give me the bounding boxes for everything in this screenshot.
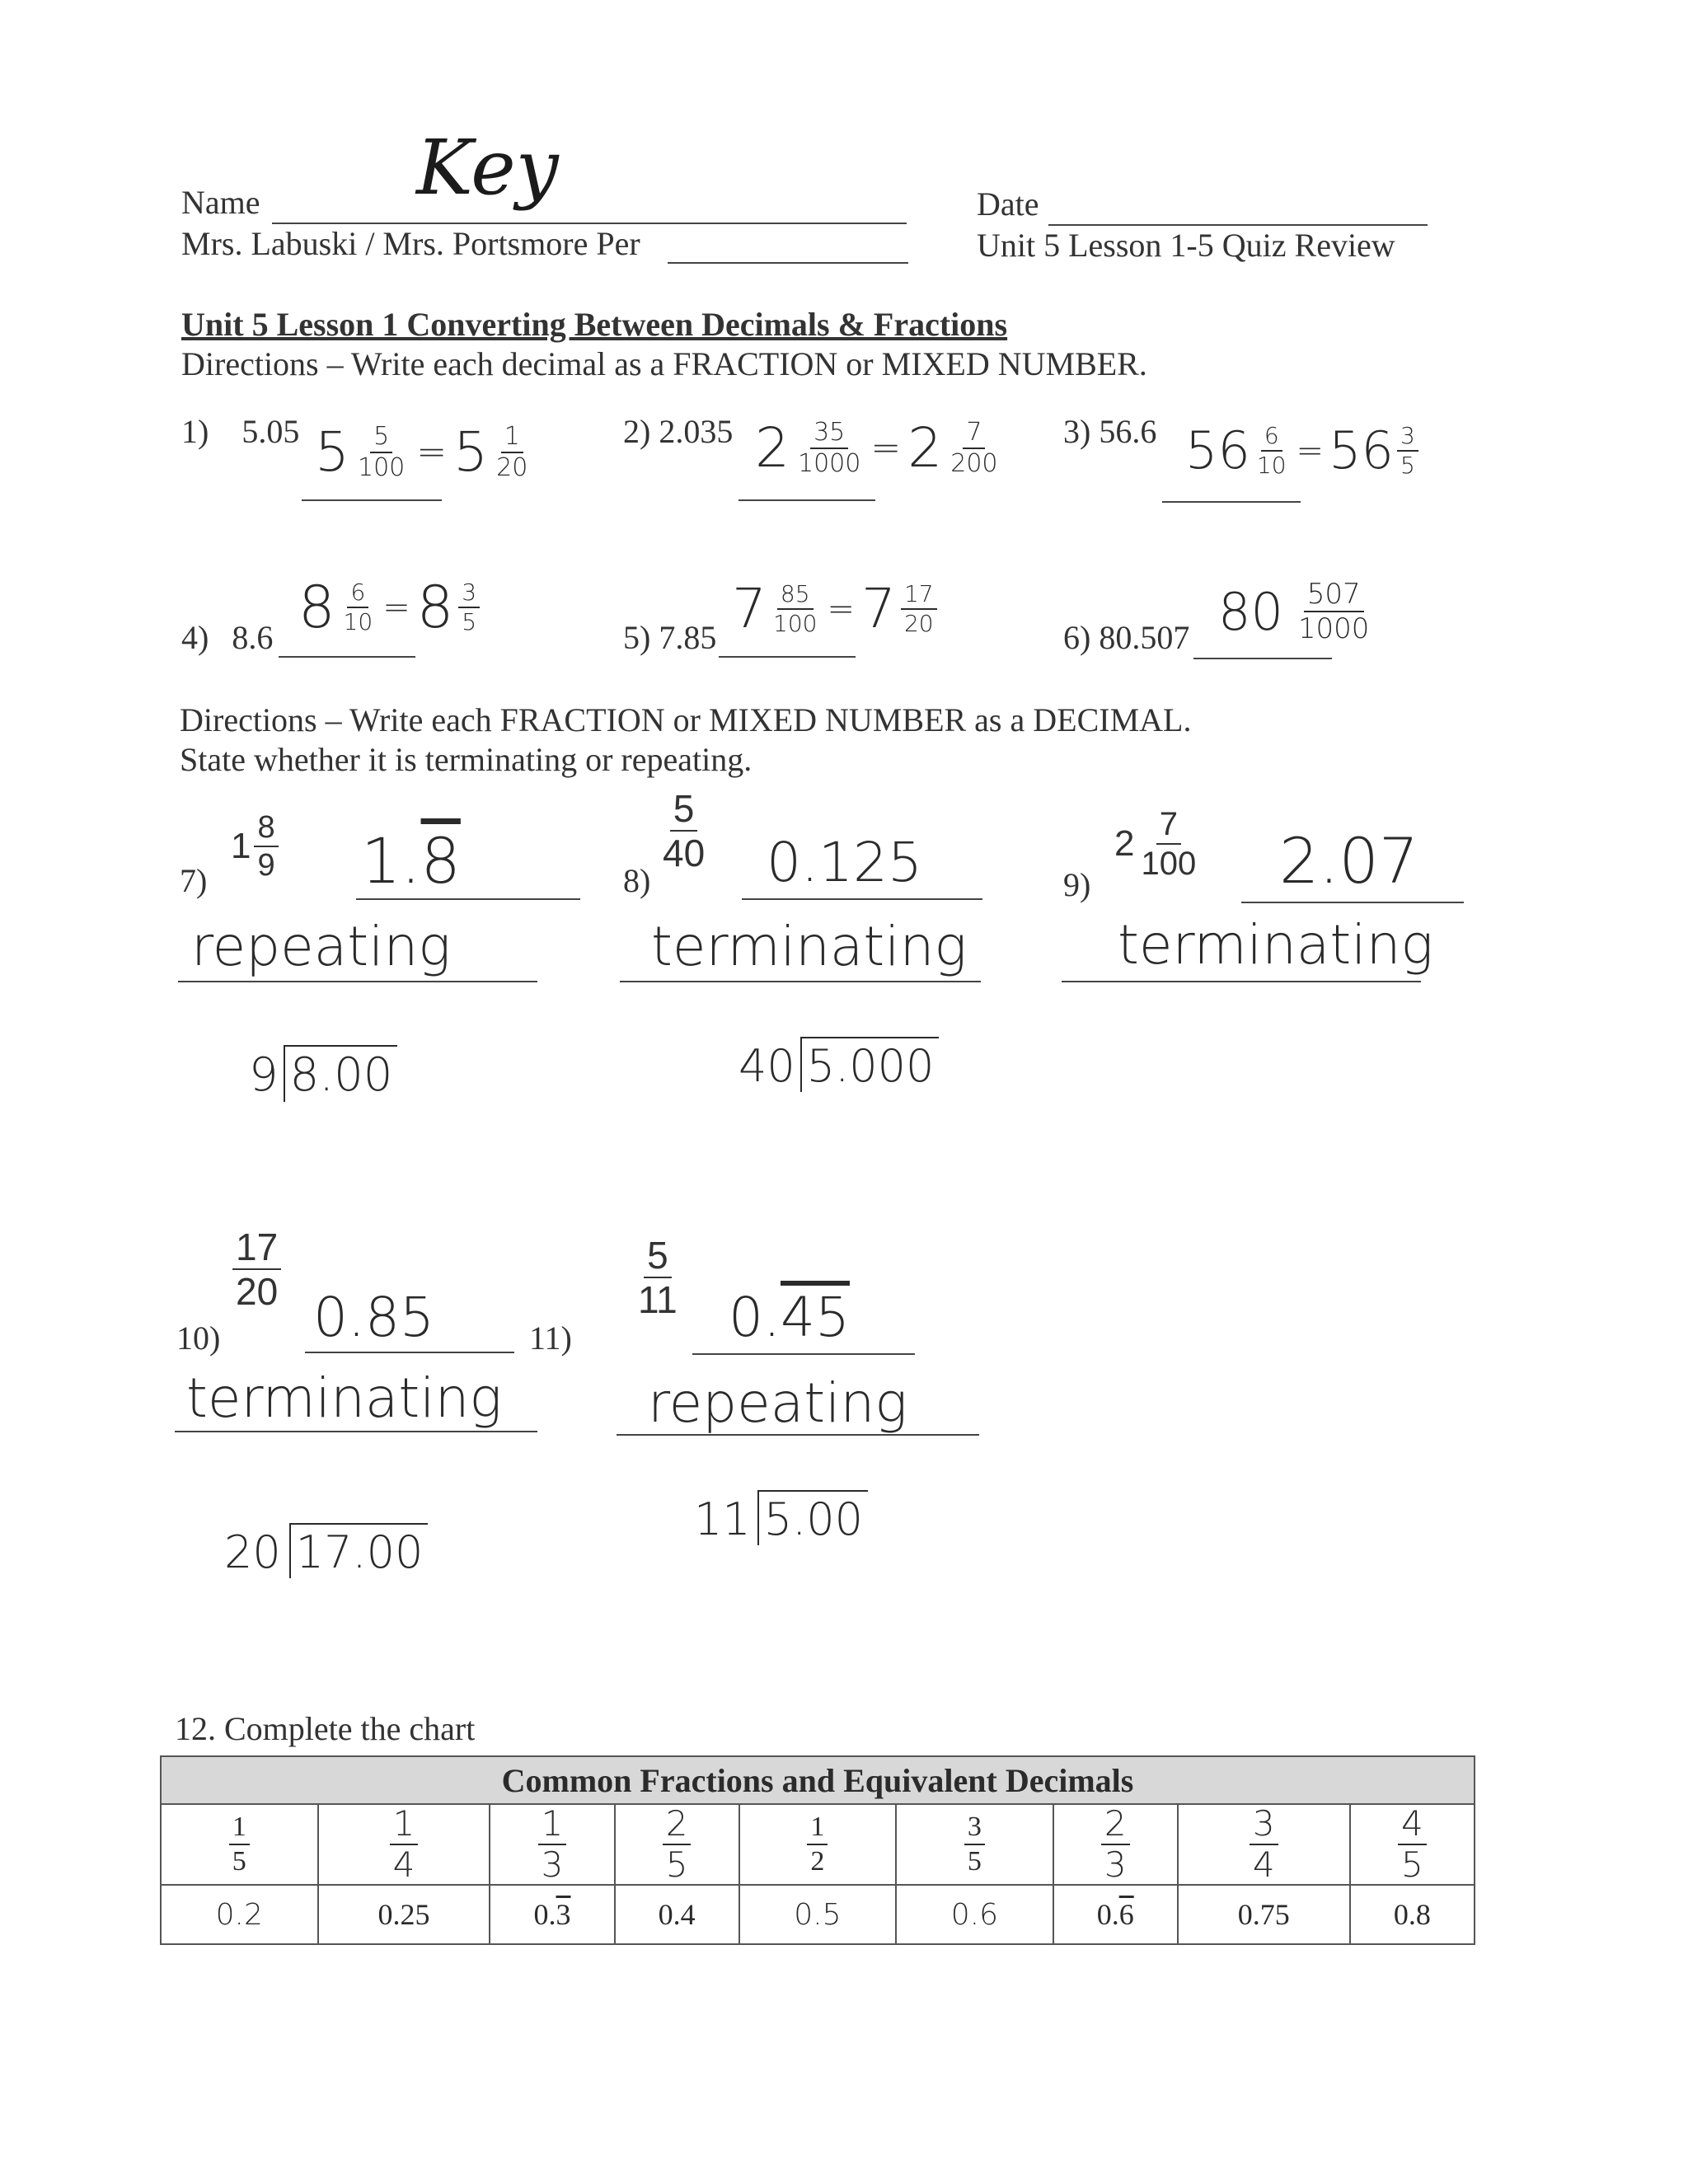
chart-fractions-row — [161, 1804, 1475, 1885]
type-8: terminating — [651, 915, 968, 978]
problem-2: 2) 2.035 — [623, 413, 734, 450]
chart-fraction-cell: $\frac{1}{2}$ — [739, 1804, 897, 1885]
answer-8: 0.125 — [767, 831, 922, 894]
chart-fraction-cell: $\frac{1}{5}$ — [161, 1804, 318, 1885]
work-7: 9 8.00 — [249, 1048, 397, 1102]
chart-decimal-cell: 0.75 — [1178, 1885, 1350, 1944]
teacher-line: Mrs. Labuski / Mrs. Portsmore Per — [181, 225, 640, 262]
problem-8-fraction: $\frac{5}{40}$ — [663, 787, 706, 874]
problem-10-label: 10) — [176, 1319, 221, 1357]
chart-title: Common Fractions and Equivalent Decimals — [161, 1756, 1475, 1804]
answer-5: 7 $\frac{85}{100}$ = 7 $\frac{17}{20}$ — [732, 577, 937, 640]
chart-decimal-cell: 0.6 — [1053, 1885, 1178, 1944]
problem-3: 3) 56.6 — [1063, 413, 1157, 450]
problem-5: 5) 7.85 — [623, 619, 717, 656]
work-8: 40 5.000 — [738, 1040, 939, 1092]
problem-6: 6) 80.507 — [1063, 619, 1190, 656]
answer-9: 2.07 — [1279, 824, 1419, 898]
problem-7-label: 7) — [180, 862, 208, 899]
chart-decimal-cell: 0.25 — [318, 1885, 490, 1944]
problem-8-label: 8) — [623, 862, 651, 899]
section1-title: Unit 5 Lesson 1 Converting Between Decimals & Fractions — [181, 306, 1008, 343]
chart-decimal-cell: 0.8 — [1350, 1885, 1475, 1944]
problem-9-label: 9) — [1063, 866, 1091, 903]
answer-11: 0.45 — [729, 1286, 850, 1349]
type-7: repeating — [191, 915, 451, 978]
chart-decimal-cell: 0.5 — [739, 1885, 897, 1944]
section1-directions: Directions – Write each decimal as a FRACTION or MIXED NUMBER. — [181, 345, 1147, 382]
answer-10: 0.85 — [313, 1286, 434, 1349]
name-label: Name — [181, 184, 260, 221]
answer-3: 56 $\frac{6}{10}$ = 56 $\frac{3}{5}$ — [1185, 420, 1418, 480]
problem-7-fraction: 1 $\frac{8}{9}$ — [231, 812, 279, 881]
chart-prompt: 12. Complete the chart — [175, 1710, 476, 1747]
problem-11-fraction: $\frac{5}{11}$ — [638, 1234, 678, 1321]
type-9: terminating — [1118, 913, 1434, 977]
date-label: Date — [977, 185, 1039, 223]
section2-directions: Directions – Write each FRACTION or MIXED NUMBER as a DECIMAL. — [180, 701, 1192, 738]
work-11: 11 5.00 — [694, 1493, 868, 1545]
answer-4: 8 $\frac{6}{10}$ = 8 $\frac{3}{5}$ — [298, 574, 480, 641]
chart-decimal-cell: 0.3 — [490, 1885, 614, 1944]
period-underline — [668, 262, 908, 264]
answer-2: 2 $\frac{35}{1000}$ = 2 $\frac{7}{200}$ — [755, 416, 998, 480]
answer-1: 5 $\frac{5}{100}$ = 5 $\frac{1}{20}$ — [315, 420, 528, 484]
chart-fraction-cell: $\frac{2}{3}$ — [1053, 1804, 1178, 1885]
chart-decimal-cell: 0.6 — [896, 1885, 1053, 1944]
chart-decimals-row — [161, 1885, 1475, 1944]
chart-fraction-cell: $\frac{4}{5}$ — [1350, 1804, 1475, 1885]
chart-decimal-cell: 0.2 — [161, 1885, 318, 1944]
type-10: terminating — [186, 1366, 503, 1430]
chart-fraction-cell: $\frac{1}{3}$ — [490, 1804, 614, 1885]
problem-10-fraction: $\frac{17}{20}$ — [232, 1228, 281, 1310]
problem-4: 4) 8.6 — [181, 619, 274, 656]
problem-11-label: 11) — [529, 1319, 572, 1357]
answer-6: 80 $\frac{507}{1000}$ — [1218, 578, 1370, 645]
chart-fraction-cell: $\frac{3}{5}$ — [896, 1804, 1053, 1885]
type-11: repeating — [648, 1371, 907, 1435]
quiz-title: Unit 5 Lesson 1-5 Quiz Review — [977, 227, 1395, 264]
name-signature: Key — [416, 124, 559, 212]
chart-decimal-cell: 0.4 — [615, 1885, 739, 1944]
section2-directions-2: State whether it is terminating or repeating. — [180, 741, 753, 778]
work-10: 20 17.00 — [224, 1526, 428, 1578]
fractions-chart — [160, 1755, 1475, 1945]
problem-1: 1) 5.05 — [181, 413, 300, 450]
chart-fraction-cell: $\frac{3}{4}$ — [1178, 1804, 1350, 1885]
chart-fraction-cell: $\frac{2}{5}$ — [615, 1804, 739, 1885]
answer-7: 1.8 — [361, 824, 461, 898]
chart-fraction-cell: $\frac{1}{4}$ — [318, 1804, 490, 1885]
problem-9-fraction: 2 $\frac{7}{100}$ — [1114, 806, 1197, 882]
